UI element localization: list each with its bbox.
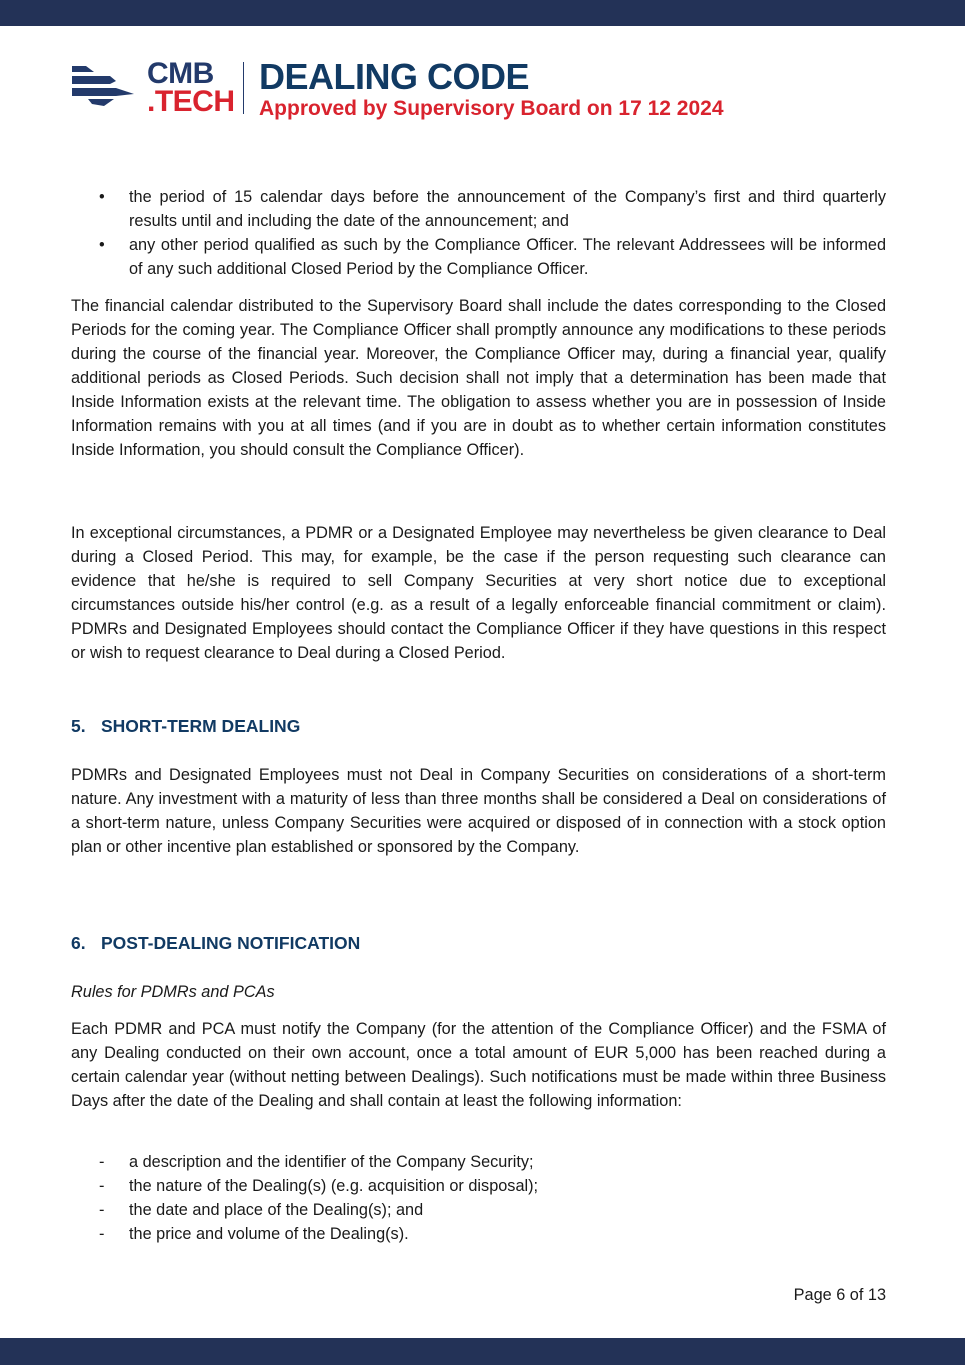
top-band <box>0 0 965 26</box>
bullet-text: the period of 15 calendar days before the announcement of the Company’s first and third quarterly results until and including the date of the announcement; and <box>129 188 886 230</box>
closed-period-bullets <box>71 185 886 281</box>
document-title: DEALING CODE <box>259 56 530 97</box>
paragraph: Each PDMR and PCA must notify the Company (for the attention of the Compliance Officer) and the FSMA of any Dealing conducted on their own account, once a total amount of EUR 5,000 has been reached during a certain calendar year (without netting between Dealings). Such notifications must be made within three Business Days after the date of the Dealing and shall contain at least the following information: <box>71 1020 886 1110</box>
list-item <box>71 1198 886 1222</box>
section-title: POST-DEALING NOTIFICATION <box>101 933 361 953</box>
bottom-band <box>0 1338 965 1365</box>
item-text: the price and volume of the Dealing(s). <box>129 1225 409 1243</box>
section-title: SHORT-TERM DEALING <box>101 716 301 736</box>
list-item <box>71 185 886 233</box>
cmb-tech-logo-icon <box>72 64 136 108</box>
list-item <box>71 1150 886 1174</box>
dash-icon: - <box>99 1201 105 1219</box>
bullet-icon: • <box>99 236 105 254</box>
paragraph: In exceptional circumstances, a PDMR or a Designated Employee may nevertheless be given clearance to Deal during a Closed Period. This may, for example, be the case if the person requesting such clearance can evidence that he/she is required to sell Company Securities at very short notice due to exceptional circumstances outside his/her control (e.g. as a result of a legally enforceable financial commitment or claim). PDMRs and Designated Employees should contact the Compliance Officer if they have questions in this respect or wish to request clearance to Deal during a Closed Period. <box>71 524 886 662</box>
paragraph: PDMRs and Designated Employees must not Deal in Company Securities on considerations of a short-term nature. Any investment with a maturity of less than three months shall be considered a Deal on considerations of a short-term nature, unless Company Securities were acquired or disposed of in connection with a stock option plan or other incentive plan established or sponsored by the Company. <box>71 766 886 856</box>
list-item <box>71 1222 886 1246</box>
section-number: 5. <box>71 716 86 736</box>
dash-icon: - <box>99 1177 105 1195</box>
dash-icon: - <box>99 1153 105 1171</box>
brand-name <box>147 57 235 118</box>
section-number: 6. <box>71 933 86 953</box>
approval-subtitle: Approved by Supervisory Board on 17 12 2024 <box>259 97 724 120</box>
notification-items <box>71 1150 886 1246</box>
list-item <box>71 1174 886 1198</box>
bullet-text: any other period qualified as such by the Compliance Officer. The relevant Addressees will be informed of any such additional Closed Period by the Compliance Officer. <box>129 236 886 278</box>
item-text: the date and place of the Dealing(s); and <box>129 1201 424 1219</box>
item-text: the nature of the Dealing(s) (e.g. acquisition or disposal); <box>129 1177 539 1195</box>
dash-icon: - <box>99 1225 105 1243</box>
header-divider <box>243 62 244 114</box>
paragraph: The financial calendar distributed to the Supervisory Board shall include the dates corresponding to the Closed Periods for the coming year. The Compliance Officer shall promptly announce any modifications to these periods during the course of the financial year. Moreover, the Compliance Officer may, during a financial year, qualify additional periods as Closed Periods. Such decision shall not imply that a determination has been made that Inside Information exists at the relevant time. The obligation to assess whether you are in possession of Inside Information remains with you at all times (and if you are in doubt as to whether certain information constitutes Inside Information, you should consult the Compliance Officer). <box>71 297 886 459</box>
page-number: Page 6 of 13 <box>793 1286 886 1304</box>
list-item <box>71 233 886 281</box>
section-heading <box>71 933 360 954</box>
section-heading <box>71 716 300 737</box>
item-text: a description and the identifier of the Company Security; <box>129 1153 534 1171</box>
logo-line1: CMB <box>147 57 214 90</box>
subheading: Rules for PDMRs and PCAs <box>71 983 275 1001</box>
logo-line2: .TECH <box>147 85 235 118</box>
bullet-icon: • <box>99 188 105 206</box>
